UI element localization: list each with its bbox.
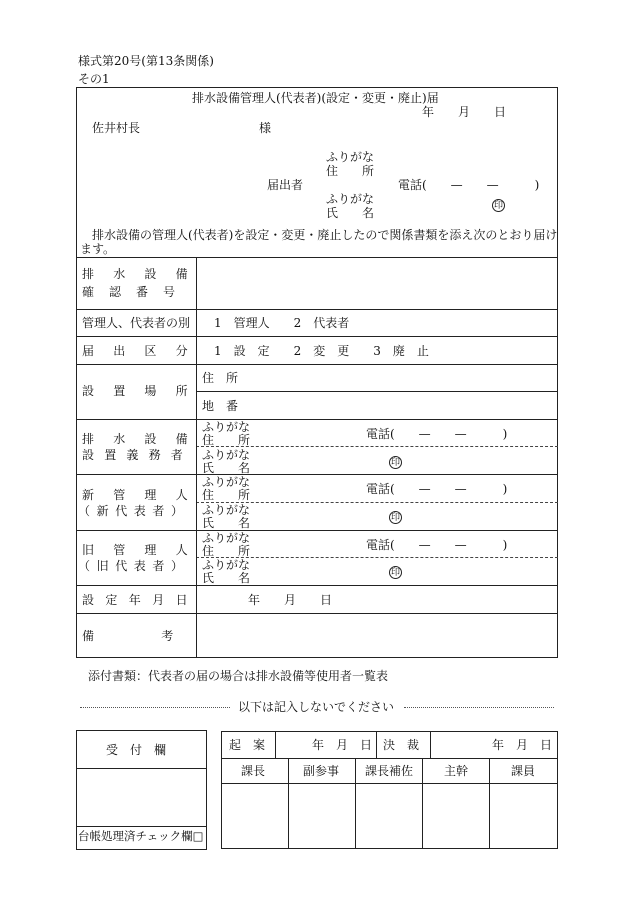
col-section-chief: 課長 bbox=[241, 764, 266, 778]
col-supervisor: 主幹 bbox=[444, 764, 469, 778]
divider-right bbox=[404, 707, 554, 708]
new-manager-label-1: 新管理人 bbox=[82, 488, 207, 502]
applicant-address-label: 住 所 bbox=[326, 164, 375, 178]
col-deputy-councilor: 副参事 bbox=[303, 764, 340, 778]
duty-holder-label-2: 設置義務者 bbox=[82, 448, 194, 462]
duty-phone: 電話( — — ) bbox=[366, 427, 508, 441]
new-furigana-1: ふりがな bbox=[202, 475, 251, 489]
install-place-label: 設置場所 bbox=[82, 384, 207, 398]
old-phone: 電話( — — ) bbox=[366, 538, 508, 552]
addressee-honorific: 様 bbox=[259, 121, 272, 135]
manager-type-options: 1 管理人 2 代表者 bbox=[214, 316, 350, 330]
install-place-lot: 地 番 bbox=[202, 399, 239, 413]
notice-category-label: 届出区分 bbox=[82, 344, 207, 358]
new-manager-label-2: （新代表者） bbox=[78, 504, 190, 518]
duty-furigana-1: ふりがな bbox=[202, 420, 251, 434]
duty-furigana-2: ふりがな bbox=[202, 448, 251, 462]
old-manager-label-2: （旧代表者） bbox=[78, 559, 190, 573]
remarks-label: 備考 bbox=[82, 629, 241, 643]
duty-address-label: 住 所 bbox=[202, 433, 251, 447]
notice-category-options: 1 設 定 2 変 更 3 廃 止 bbox=[214, 344, 429, 358]
divider-left bbox=[80, 707, 230, 708]
old-name-label: 氏 名 bbox=[202, 571, 251, 585]
applicant-furigana: ふりがな bbox=[326, 150, 375, 164]
applicant-phone: 電話( — — ) bbox=[398, 178, 540, 192]
manager-type-label: 管理人、代表者の別 bbox=[82, 316, 191, 330]
applicant-seal-icon: 印 bbox=[493, 201, 503, 211]
notice-body-line1: 排水設備の管理人(代表者)を設定・変更・廃止したので関係書類を添え次のとおり届け bbox=[92, 228, 558, 242]
applicant-label: 届出者 bbox=[267, 178, 304, 192]
notice-body-line2: ます。 bbox=[80, 242, 116, 256]
do-not-fill-note: 以下は記入しないでください bbox=[238, 700, 395, 714]
ledger-check-label: 台帳処理済チェック欄□ bbox=[78, 829, 204, 843]
new-name-label: 氏 名 bbox=[202, 516, 251, 530]
addressee: 佐井村長 bbox=[92, 121, 141, 135]
new-address-label: 住 所 bbox=[202, 488, 251, 502]
install-place-address: 住 所 bbox=[202, 371, 239, 385]
reception-label: 受 付 欄 bbox=[106, 743, 167, 757]
applicant-name-label: 氏 名 bbox=[326, 206, 375, 220]
duty-seal-icon: 印 bbox=[390, 458, 400, 468]
old-furigana-1: ふりがな bbox=[202, 531, 251, 545]
new-seal-icon: 印 bbox=[390, 513, 400, 523]
set-date-value: 年 月 日 bbox=[248, 593, 333, 607]
confirm-number-label-2: 確認番号 bbox=[82, 285, 191, 299]
duty-holder-label-1: 排水設備 bbox=[82, 432, 207, 446]
set-date-label: 設定年月日 bbox=[82, 593, 200, 607]
old-address-label: 住 所 bbox=[202, 544, 251, 558]
form-title: 排水設備管理人(代表者)(設定・変更・廃止)届 bbox=[192, 91, 439, 105]
applicant-name-furigana: ふりがな bbox=[326, 192, 375, 206]
old-seal-icon: 印 bbox=[390, 568, 400, 578]
old-manager-label-1: 旧管理人 bbox=[82, 543, 207, 557]
confirm-number-label-1: 排水設備 bbox=[82, 267, 207, 281]
draft-label: 起 案 bbox=[229, 738, 266, 752]
new-phone: 電話( — — ) bbox=[366, 482, 508, 496]
col-assistant-chief: 課長補佐 bbox=[365, 764, 414, 778]
sub-number: その1 bbox=[78, 72, 110, 86]
duty-name-label: 氏 名 bbox=[202, 461, 251, 475]
notice-date: 年 月 日 bbox=[422, 105, 507, 119]
col-staff: 課員 bbox=[511, 764, 536, 778]
decision-date: 年 月 日 bbox=[492, 738, 553, 752]
old-furigana-2: ふりがな bbox=[202, 558, 251, 572]
attachment-note: 添付書類：代表者の届の場合は排水設備等使用者一覧表 bbox=[88, 669, 389, 683]
decision-label: 決 裁 bbox=[383, 738, 420, 752]
draft-date: 年 月 日 bbox=[312, 738, 373, 752]
form-number: 様式第20号(第13条関係) bbox=[78, 54, 214, 68]
new-furigana-2: ふりがな bbox=[202, 503, 251, 517]
